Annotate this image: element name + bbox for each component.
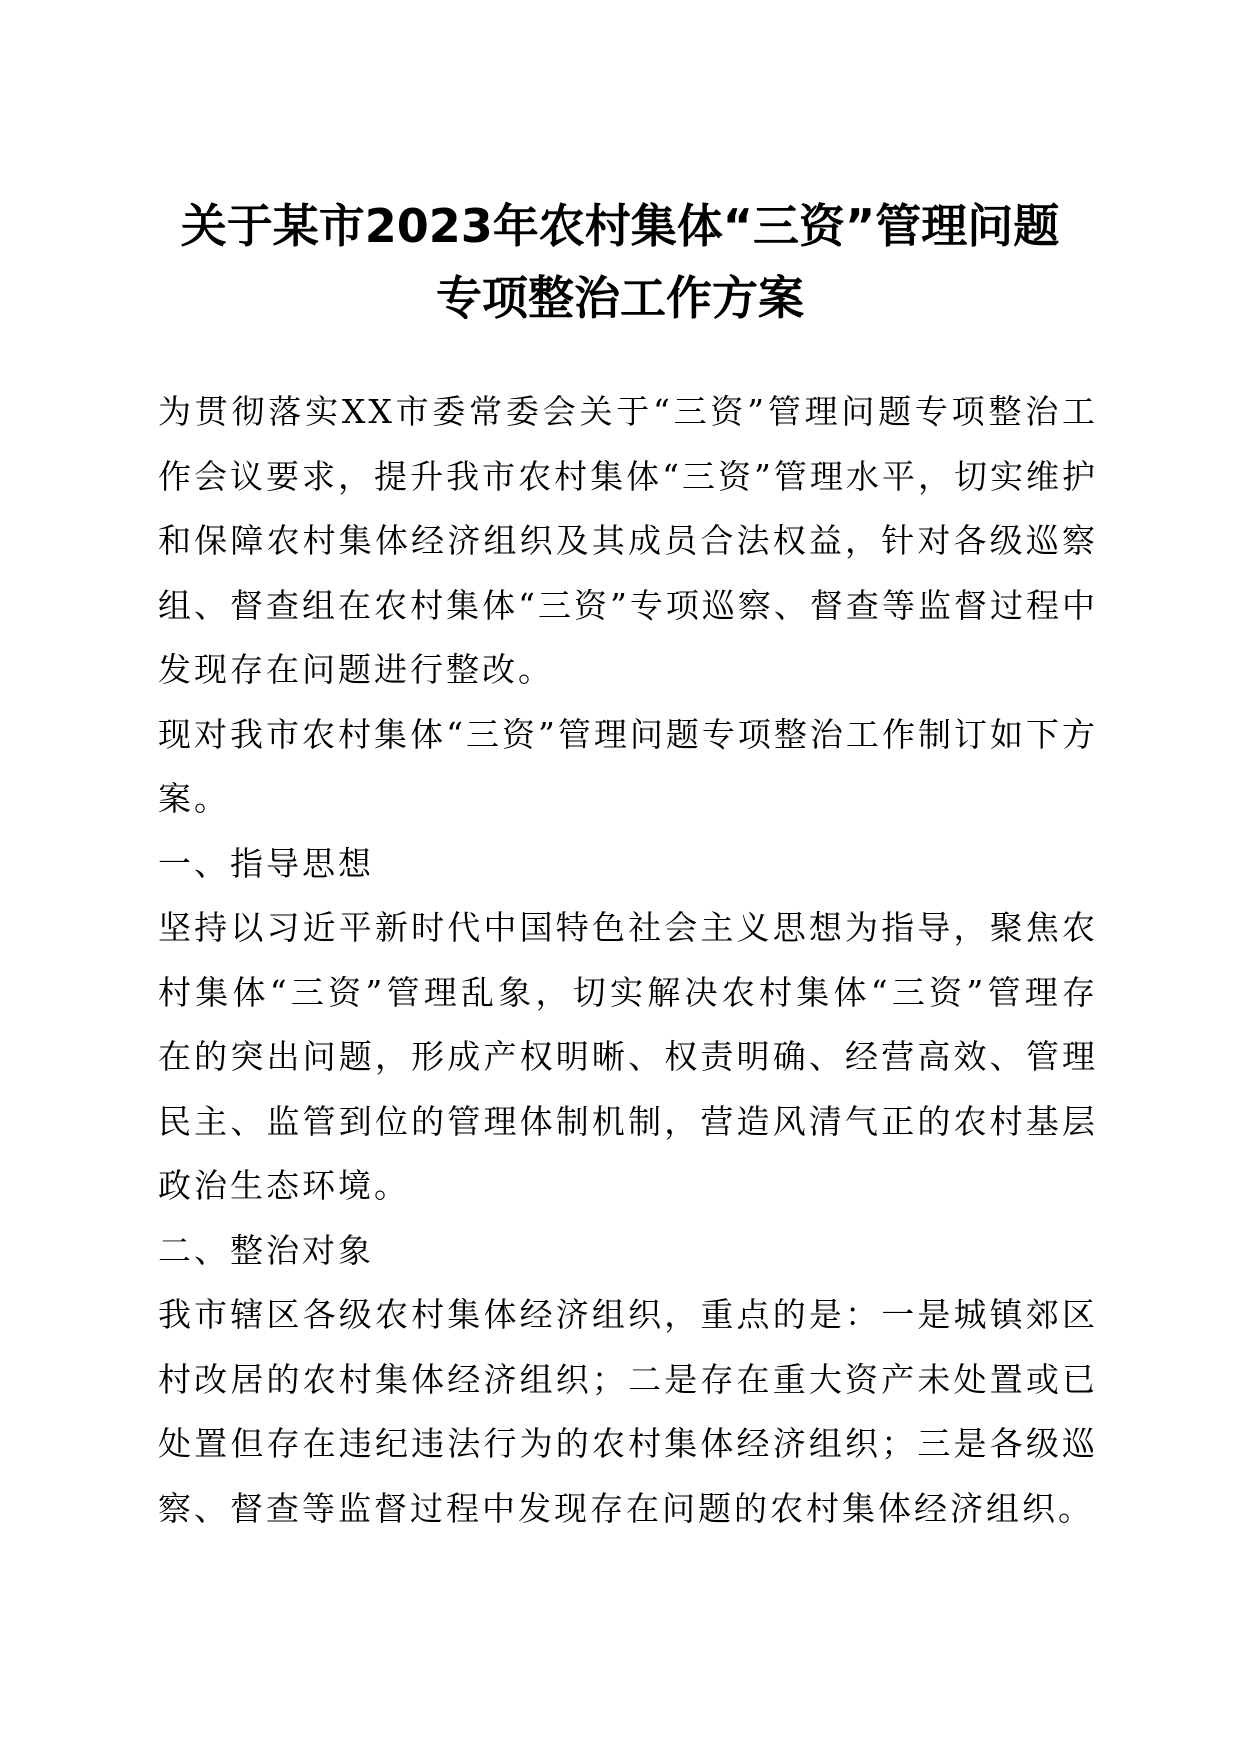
plan-paragraph: 现对我市农村集体“三资”管理问题专项整治工作制订如下方案。 [158,714,1098,818]
section-text-guiding-ideology: 坚持以习近平新时代中国特色社会主义思想为指导，聚焦农村集体“三资”管理乱象，切实解决农村集体“三资”管理存在的突出问题，形成产权明晰、权责明确、经营高效、管理民主、监管到位的管理体制机制，营造风清气正的农村基层政治生态环境。 [158,908,1098,1205]
title-line-1: 关于某市2023年农村集体“三资”管理问题 [180,199,1060,253]
section-heading-rectification-targets: 二、整治对象 [158,1230,374,1270]
section-text-rectification-targets: 我市辖区各级农村集体经济组织，重点的是：一是城镇郊区村改居的农村集体经济组织；二是存在重大资产未处置或已处置但存在违纪违法行为的农村集体经济组织；三是各级巡察、督查等监督过程中发现存在问题的农村集体经济组织。 [158,1295,1098,1528]
document-body [158,380,1098,1541]
section-heading-guiding-ideology: 一、指导思想 [158,843,374,883]
document-title [100,190,1140,334]
intro-paragraph: 为贯彻落实XX市委常委会关于“三资”管理问题专项整治工作会议要求，提升我市农村集体“三资”管理水平，切实维护和保障农村集体经济组织及其成员合法权益，针对各级巡察组、督查组在农村集体“三资”专项巡察、督查等监督过程中发现存在问题进行整改。 [158,392,1098,689]
title-line-2: 专项整治工作方案 [436,271,804,325]
